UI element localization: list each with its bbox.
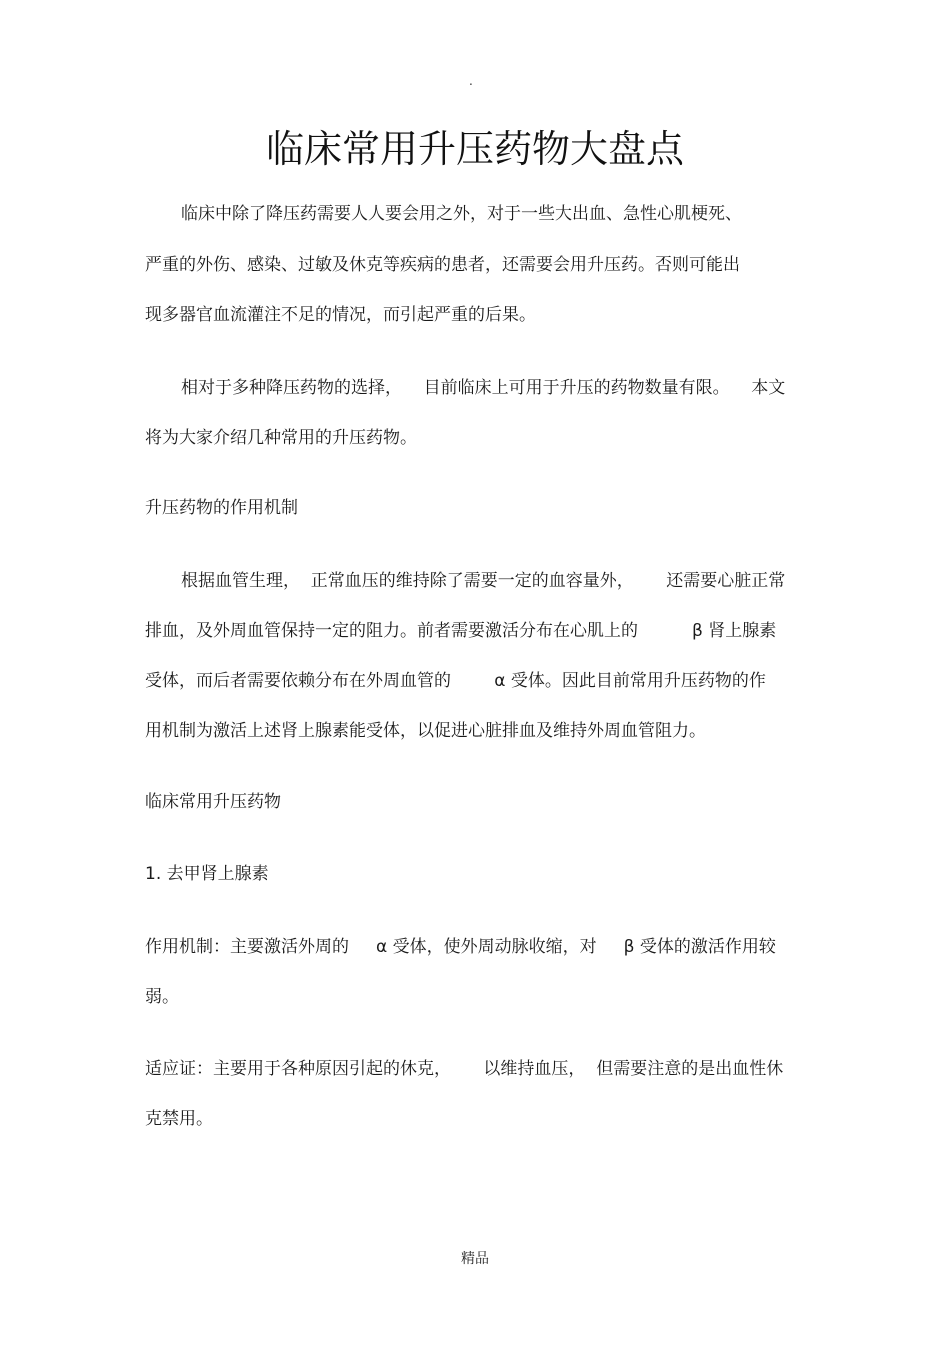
intro-line-1: 临床中除了降压药需要人人要会用之外，对于一些大出血、急性心肌梗死、 xyxy=(181,204,742,224)
page-title: 临床常用升压药物大盘点 xyxy=(265,127,684,171)
para3-line-1: 根据血管生理， 正常血压的维持除了需要一定的血容量外， 还需要心脏正常 xyxy=(181,571,786,591)
item1-mechanism-line-1: 作用机制：主要激活外周的 α 受体，使外周动脉收缩，对 β 受体的激活作用较 xyxy=(145,937,776,957)
item1-mechanism-line-2: 弱。 xyxy=(145,987,179,1007)
page-footer: 精品 xyxy=(461,1251,489,1267)
intro-line-3: 现多器官血流灌注不足的情况，而引起严重的后果。 xyxy=(145,305,536,325)
section-heading-mechanism: 升压药物的作用机制 xyxy=(145,498,298,518)
item1-indication-line-1: 适应证：主要用于各种原因引起的休克， 以维持血压， 但需要注意的是出血性休 xyxy=(145,1059,784,1079)
para2-line-2: 将为大家介绍几种常用的升压药物。 xyxy=(145,428,417,448)
para2-line-1: 相对于多种降压药物的选择， 目前临床上可用于升压的药物数量有限。 本文 xyxy=(181,378,786,398)
para3-line-3: 受体，而后者需要依赖分布在外周血管的 α 受体。因此目前常用升压药物的作 xyxy=(145,671,766,691)
top-mark: . xyxy=(469,74,473,88)
para3-line-4: 用机制为激活上述肾上腺素能受体，以促进心脏排血及维持外周血管阻力。 xyxy=(145,721,706,741)
para3-line-2: 排血，及外周血管保持一定的阻力。前者需要激活分布在心肌上的 β 肾上腺素 xyxy=(145,621,777,641)
section-heading-drugs: 临床常用升压药物 xyxy=(145,792,281,812)
item1-indication-line-2: 克禁用。 xyxy=(145,1109,213,1129)
intro-line-2: 严重的外伤、感染、过敏及休克等疾病的患者，还需要会用升压药。否则可能出 xyxy=(145,255,740,275)
item1-title: 1. 去甲肾上腺素 xyxy=(145,864,269,884)
